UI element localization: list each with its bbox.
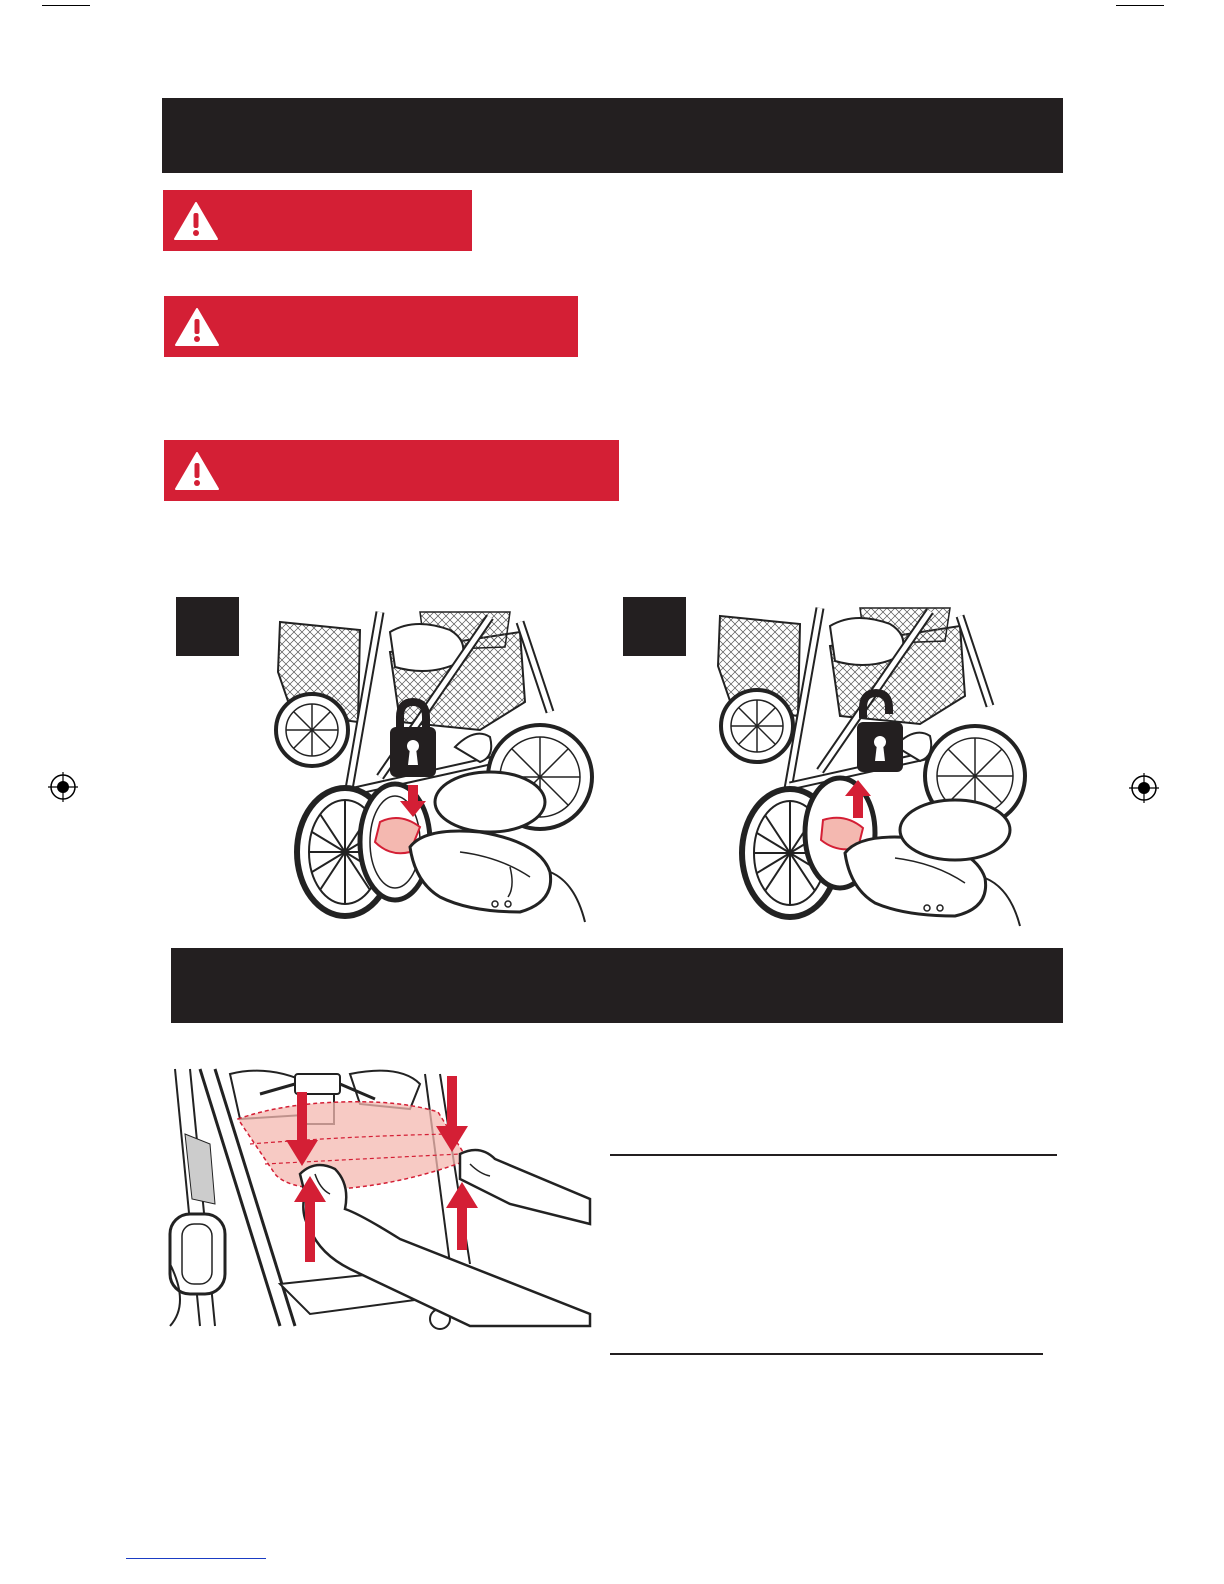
brake-lock-illustration xyxy=(250,612,592,922)
step-number-box xyxy=(176,597,239,656)
warning-banner xyxy=(164,440,619,501)
warning-triangle-icon xyxy=(173,201,219,241)
crop-mark-top-right xyxy=(1116,5,1164,6)
warning-triangle-icon xyxy=(174,307,220,347)
crop-mark-top-left xyxy=(42,5,90,6)
brake-unlock-illustration xyxy=(695,608,1025,926)
warning-banner xyxy=(164,296,578,357)
section-header-bar xyxy=(171,948,1063,1023)
warning-banner xyxy=(163,190,472,251)
step-number-box xyxy=(623,597,686,656)
divider-line xyxy=(610,1154,1057,1156)
divider-line xyxy=(610,1353,1043,1355)
seat-pad-illustration xyxy=(170,1064,590,1326)
registration-mark-icon xyxy=(48,772,78,802)
warning-triangle-icon xyxy=(174,451,220,491)
crop-mark-bottom-left xyxy=(126,1558,266,1559)
section-header-bar xyxy=(162,98,1063,173)
registration-mark-icon xyxy=(1129,773,1159,803)
